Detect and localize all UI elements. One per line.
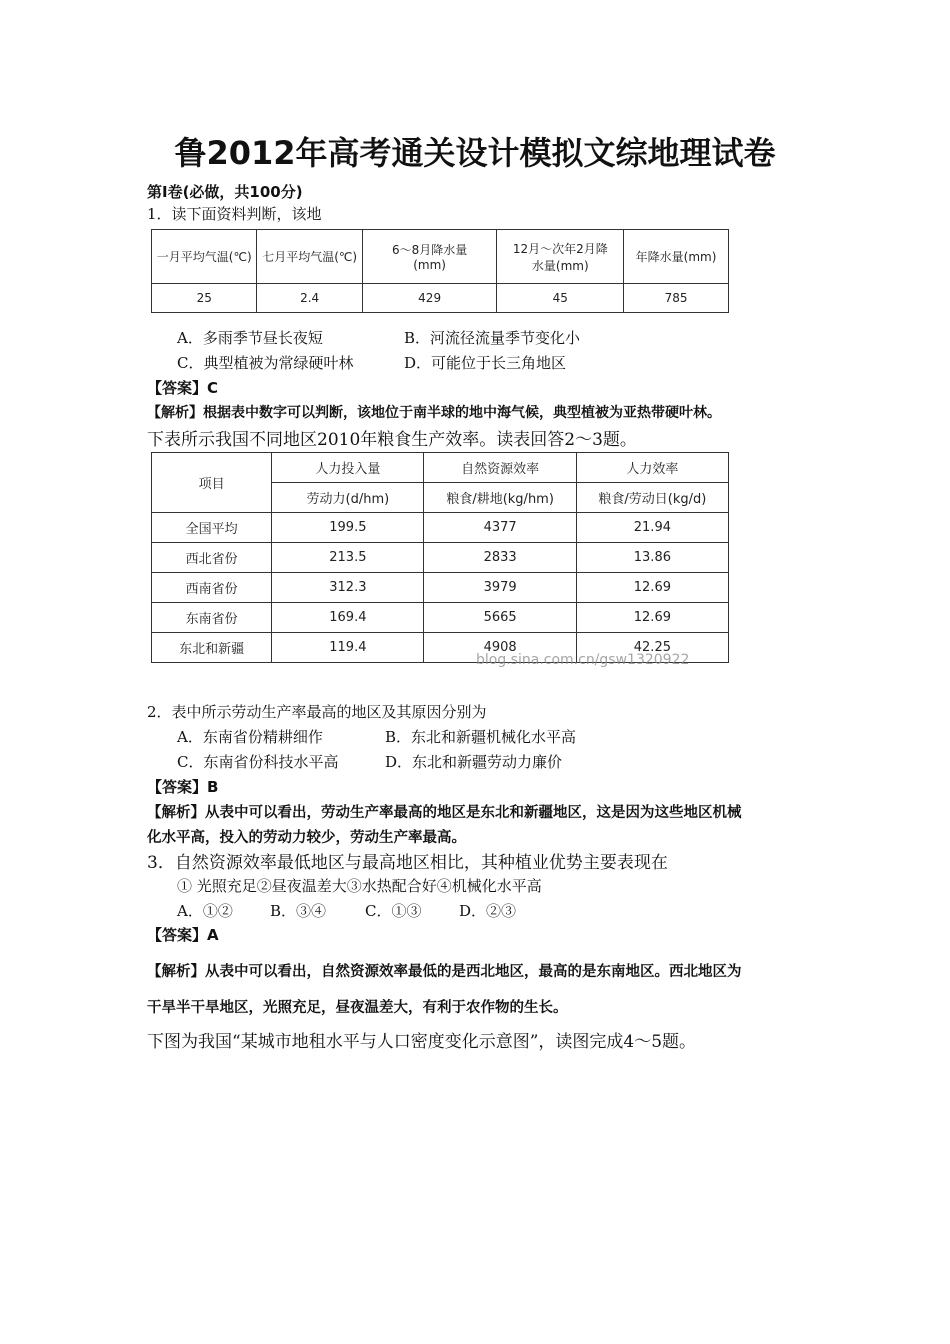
q1-option-d: D．可能位于长三角地区 (404, 354, 567, 372)
q2-option-b: B．东北和新疆机械化水平高 (385, 728, 577, 746)
table2-region: 东北和新疆 (152, 633, 272, 663)
section-heading: 第Ⅰ卷(必做，共100分) (147, 183, 303, 201)
table-row (152, 513, 729, 543)
table1-value-jan-temp: 25 (152, 284, 257, 313)
table2-region: 东南省份 (152, 603, 272, 633)
table2-header-item: 项目 (152, 453, 272, 513)
table-row (152, 603, 729, 633)
table2-labor: 312.3 (272, 573, 424, 603)
q1-option-a: A．多雨季节昼长夜短 (177, 329, 323, 347)
table1-header-summer-precip: 6～8月降水量(mm) (362, 230, 497, 284)
question-3-stem: 3．自然资源效率最低地区与最高地区相比，其种植业优势主要表现在 (147, 853, 668, 873)
table2-efficiency: 13.86 (576, 543, 728, 573)
table2-labor: 199.5 (272, 513, 424, 543)
watermark: blog.sina.com.cn/gsw1320922 (476, 652, 690, 668)
table2-header-nature: 自然资源效率 (424, 453, 576, 483)
table2-subheader-labor: 劳动力(d/hm) (272, 483, 424, 513)
table2-header-efficiency: 人力效率 (576, 453, 728, 483)
q3-option-d: D．②③ (459, 902, 517, 920)
table2-nature: 2833 (424, 543, 576, 573)
table1-value-annual-precip: 785 (624, 284, 729, 313)
table2-nature: 4377 (424, 513, 576, 543)
q2-option-a: A．东南省份精耕细作 (177, 728, 323, 746)
table2-efficiency: 12.69 (576, 573, 728, 603)
q2-option-c: C．东南省份科技水平高 (177, 753, 339, 771)
table1-header-annual-precip: 年降水量(mm) (624, 230, 729, 284)
q1-analysis: 【解析】根据表中数字可以判断，该地位于南半球的地中海气候，典型植被为亚热带硬叶林。 (147, 405, 721, 421)
table2-labor: 213.5 (272, 543, 424, 573)
grain-efficiency-table (151, 452, 729, 663)
q3-analysis-line2: 干旱半干旱地区，光照充足，昼夜温差大，有利于农作物的生长。 (147, 1000, 568, 1016)
q3-option-a: A．①② (177, 902, 233, 920)
intro-questions-4-5: 下图为我国“某城市地租水平与人口密度变化示意图”，读图完成4～5题。 (147, 1032, 697, 1052)
table2-subheader-nature: 粮食/耕地(kg/hm) (424, 483, 576, 513)
table2-subheader-efficiency: 粮食/劳动日(kg/d) (576, 483, 728, 513)
q3-option-c: C．①③ (365, 902, 422, 920)
climate-table (151, 229, 729, 313)
question-2-stem: 2．表中所示劳动生产率最高的地区及其原因分别为 (147, 703, 487, 721)
table-row (152, 573, 729, 603)
question-1-stem: 1．读下面资料判断，该地 (147, 205, 322, 223)
table2-efficiency: 42.25 (576, 633, 728, 663)
table2-region: 全国平均 (152, 513, 272, 543)
table2-nature: 5665 (424, 603, 576, 633)
q2-analysis-line1: 【解析】从表中可以看出，劳动生产率最高的地区是东北和新疆地区，这是因为这些地区机械 (147, 805, 742, 821)
table1-header-winter-precip: 12月～次年2月降水量(mm) (497, 230, 624, 284)
table2-labor: 169.4 (272, 603, 424, 633)
q3-analysis-line1: 【解析】从表中可以看出，自然资源效率最低的是西北地区，最高的是东南地区。西北地区为 (147, 964, 742, 980)
q2-answer: 【答案】B (147, 778, 219, 796)
table1-header-jan-temp: 一月平均气温(℃) (152, 230, 257, 284)
table2-region: 西北省份 (152, 543, 272, 573)
q1-option-b: B．河流径流量季节变化小 (404, 329, 581, 347)
table2-header-labor: 人力投入量 (272, 453, 424, 483)
intro-questions-2-3: 下表所示我国不同地区2010年粮食生产效率。读表回答2～3题。 (147, 430, 637, 450)
table1-value-summer-precip: 429 (362, 284, 497, 313)
q2-analysis-line2: 化水平高，投入的劳动力较少，劳动生产率最高。 (147, 830, 466, 846)
table-row (152, 543, 729, 573)
q3-items: ① 光照充足②昼夜温差大③水热配合好④机械化水平高 (177, 877, 542, 895)
table2-region: 西南省份 (152, 573, 272, 603)
table1-value-jul-temp: 2.4 (257, 284, 362, 313)
table2-efficiency: 12.69 (576, 603, 728, 633)
table1-value-winter-precip: 45 (497, 284, 624, 313)
q3-answer: 【答案】A (147, 926, 219, 944)
page-title: 鲁2012年高考通关设计模拟文综地理试卷 (174, 134, 776, 172)
q3-option-b: B．③④ (270, 902, 327, 920)
q2-option-d: D．东北和新疆劳动力廉价 (385, 753, 563, 771)
table1-header-jul-temp: 七月平均气温(℃) (257, 230, 362, 284)
table2-nature: 3979 (424, 573, 576, 603)
q1-answer: 【答案】C (147, 379, 219, 397)
table2-nature: 4908 (424, 633, 576, 663)
q1-option-c: C．典型植被为常绿硬叶林 (177, 354, 354, 372)
table2-efficiency: 21.94 (576, 513, 728, 543)
table2-labor: 119.4 (272, 633, 424, 663)
